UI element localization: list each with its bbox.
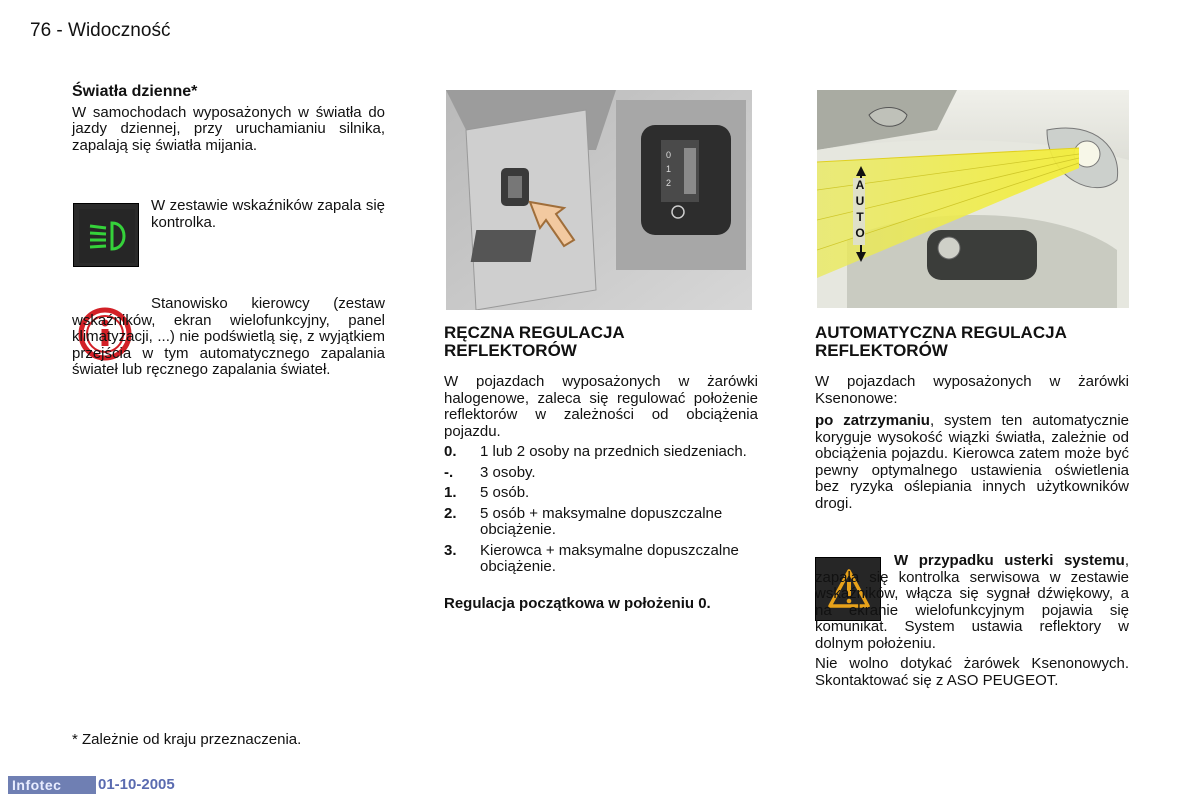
stop-emphasis: po zatrzymaniu (815, 412, 930, 429)
info-note-text: Stanowisko kierowcy (zestaw wskaźników, ekran wielofunkcyjny, panel klimatyzacji, ...) nie podświetlą się, z wyjątkiem przejścia w tym automatycznego zapalania świateł lub ręcznego zapalania świateł. (72, 295, 385, 378)
svg-text:2: 2 (666, 178, 672, 188)
list-item (444, 465, 758, 482)
manual-adjust-intro: W pojazdach wyposażonych w żarówki halogenowe, zaleca się regulować położenie reflektorów w zależności od obciążenia pojazdu. (444, 373, 758, 440)
auto-adjust-intro: W pojazdach wyposażonych w żarówki Ksenonowe: (815, 373, 1129, 407)
svg-text:1: 1 (666, 164, 672, 174)
xenon-warning-text: Nie wolno dotykać żarówek Ksenonowych. Skontaktować się z ASO PEUGEOT. (815, 655, 1129, 689)
list-item-number: 1. (444, 484, 457, 501)
fault-text: , zapala się kontrolka serwisowa w zestawie wskaźników, włącza się sygnał dźwiękowy, a na ekranie wielofunkcyjnym pojawia się komunikat. System ustawia reflektory w dolnym położeniu. (815, 552, 1129, 652)
list-item (444, 485, 758, 502)
section-heading-auto-adjust: AUTOMATYCZNA REGULACJA REFLEKTORÓW (815, 323, 1067, 360)
footnote-text: * Zależnie od kraju przeznaczenia. (72, 731, 302, 748)
fault-emphasis: W przypadku usterki systemu (894, 552, 1125, 569)
lamp-indicator-label: W zestawie wskaźników zapala się kontrolka. (151, 197, 385, 231)
daytime-lights-intro: W samochodach wyposażonych w światła do jazdy dziennej, przy uruchamianiu silnika, zapalają się światła mijania. (72, 103, 385, 154)
list-item-text: 5 osób + maksymalne dopuszczalne obciążenie. (480, 504, 723, 538)
list-item-number: 2. (444, 504, 457, 522)
auto-label-text: AUTO (853, 178, 867, 242)
section-heading-daytime-lights: Światła dzienne* (72, 83, 198, 100)
fault-paragraph (815, 553, 1129, 652)
load-positions-list (444, 444, 758, 576)
left-column (72, 84, 385, 154)
print-date: 01-10-2005 (98, 776, 175, 793)
svg-text:0: 0 (666, 150, 672, 160)
info-note (72, 296, 385, 379)
section-heading-manual-adjust: RĘCZNA REGULACJA REFLEKTORÓW (444, 323, 625, 360)
list-item-text: Kierowca + maksymalne dopuszczalne obciążenie. (480, 541, 739, 575)
initial-setting-note: Regulacja początkowa w położeniu 0. (444, 594, 711, 612)
infotec-logo: Infotec (8, 776, 96, 794)
list-item-text: 3 osoby. (480, 463, 536, 481)
list-item-number: 0. (444, 443, 457, 460)
list-item-number: -. (444, 463, 454, 481)
middle-column (444, 324, 758, 612)
list-item (444, 543, 758, 576)
fault-note (815, 553, 1129, 689)
low-beam-headlamp-icon (73, 203, 139, 267)
list-item-text: 1 lub 2 osoby na przednich siedzeniach. (480, 443, 747, 460)
right-column (815, 324, 1129, 512)
list-item-number: 3. (444, 541, 457, 559)
headlamp-adjust-switch-photo (446, 90, 752, 310)
auto-adjust-stop-paragraph (815, 413, 1129, 512)
list-item (444, 506, 758, 539)
list-item-text: 5 osób. (480, 484, 530, 501)
footnote (72, 732, 392, 749)
page-header: 76 - Widoczność (30, 20, 171, 41)
stop-text: , system ten automatycznie koryguje wysokość wiązki światła, zależnie od obciążenia pojazdu. Kierowca zatem może być pewny optymalnego ustawienia oświetlenia bez ryzyka oślepiania innych użytkowników drogi. (815, 412, 1129, 512)
auto-label (853, 178, 865, 245)
auto-leveling-car-photo (817, 90, 1129, 308)
list-item (444, 444, 758, 461)
lamp-indicator-text (151, 198, 385, 231)
